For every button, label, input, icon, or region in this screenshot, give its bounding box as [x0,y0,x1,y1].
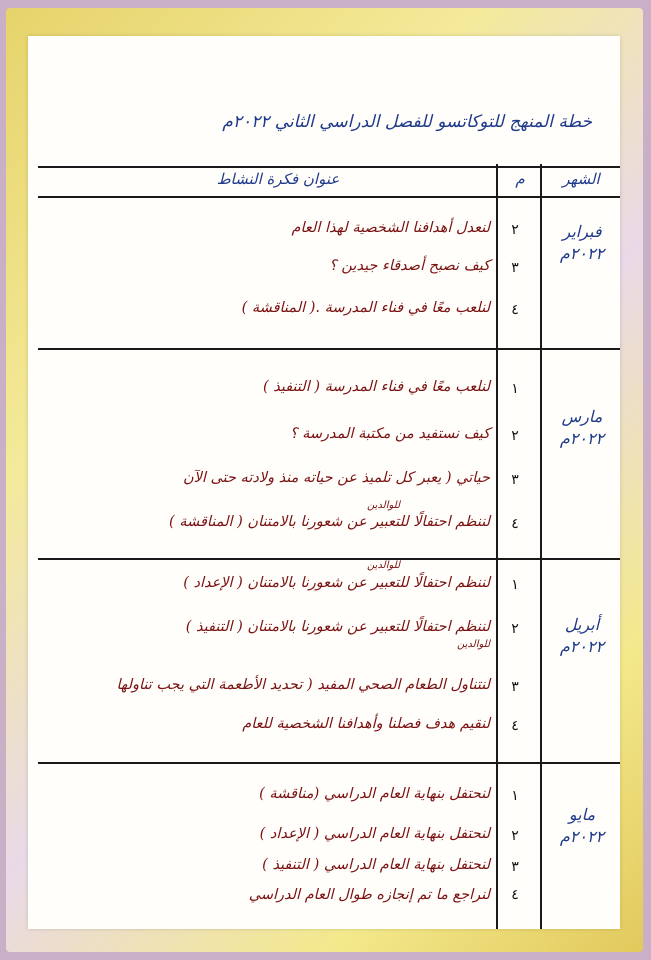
row-number: ٣ [511,472,519,488]
month-name: فبراير [562,222,602,241]
month-name: مايو [568,805,596,824]
month-february [542,221,622,264]
divider-mar-apr [38,558,620,560]
activity-text: لننظم احتفالًا للتعبير عن شعورنا بالامتنان ( المناقشة ) [169,514,490,530]
month-may [542,804,622,847]
row-number: ١ [511,788,519,804]
activity-text: لنراجع ما تم إنجازه طوال العام الدراسي [248,887,490,903]
month-name: أبريل [564,615,600,634]
activity-text: لنعدل أهدافنا الشخصية لهذا العام [291,220,490,236]
row-number: ٢ [511,828,519,844]
activity-text: لنلعب معًا في فناء المدرسة .( المناقشة ) [241,300,490,316]
month-year: ٢٠٢٢م [559,636,605,656]
activity-text: لنلعب معًا في فناء المدرسة ( التنفيذ ) [262,379,490,395]
row-number: ٢ [511,222,519,238]
activity-text: لننظم احتفالًا للتعبير عن شعورنا بالامتنان ( التنفيذ ) [185,619,490,635]
month-march [542,406,622,449]
row-number: ١ [511,381,519,397]
activity-text: كيف نستفيد من مكتبة المدرسة ؟ [289,426,490,442]
activity-text: كيف نصبح أصدقاء جيدين ؟ [329,258,490,274]
activity-note: للوالدين [457,639,490,650]
activity-note: للوالدين [367,560,400,571]
activity-text: حياتي ( يعبر كل تلميذ عن حياته منذ ولادته حتى الآن [182,470,490,486]
month-april [542,614,622,657]
activity-text: لننظم احتفالًا للتعبير عن شعورنا بالامتنان ( الإعداد ) [183,575,490,591]
month-year: ٢٠٢٢م [559,826,605,846]
row-number: ٢ [511,621,519,637]
activity-text: لنحتفل بنهاية العام الدراسي (مناقشة ) [259,786,490,802]
page-title: خطة المنهج للتوكاتسو للفصل الدراسي الثاني ٢٠٢٢م [222,112,592,132]
activity-text: لنتناول الطعام الصحي المفيد ( تحديد الأطعمة التي يجب تناولها [116,677,490,693]
header-number: م [515,170,525,188]
divider-apr-may [38,762,620,764]
month-name: مارس [561,407,603,426]
row-number: ٤ [511,516,519,532]
activity-text: لنحتفل بنهاية العام الدراسي ( التنفيذ ) [262,857,490,873]
paper-sheet [28,36,620,929]
number-column-line [496,164,498,929]
row-number: ٣ [511,679,519,695]
row-number: ٤ [511,302,519,318]
activity-text: لنقيم هدف فصلنا وأهدافنا الشخصية للعام [242,716,490,732]
row-number: ٤ [511,718,519,734]
row-number: ٤ [511,887,519,903]
activity-note: للوالدين [367,500,400,511]
header-bottom-line [38,196,620,198]
header-top-line [38,166,620,168]
row-number: ١ [511,577,519,593]
row-number: ٣ [511,859,519,875]
photo-frame [6,8,643,952]
row-number: ٢ [511,428,519,444]
month-year: ٢٠٢٢م [559,428,605,448]
header-month: الشهر [562,170,600,188]
header-activity: عنوان فكرة النشاط [216,170,340,188]
month-year: ٢٠٢٢م [559,243,605,263]
row-number: ٣ [511,260,519,276]
divider-feb-mar [38,348,620,350]
activity-text: لنحتفل بنهاية العام الدراسي ( الإعداد ) [259,826,490,842]
